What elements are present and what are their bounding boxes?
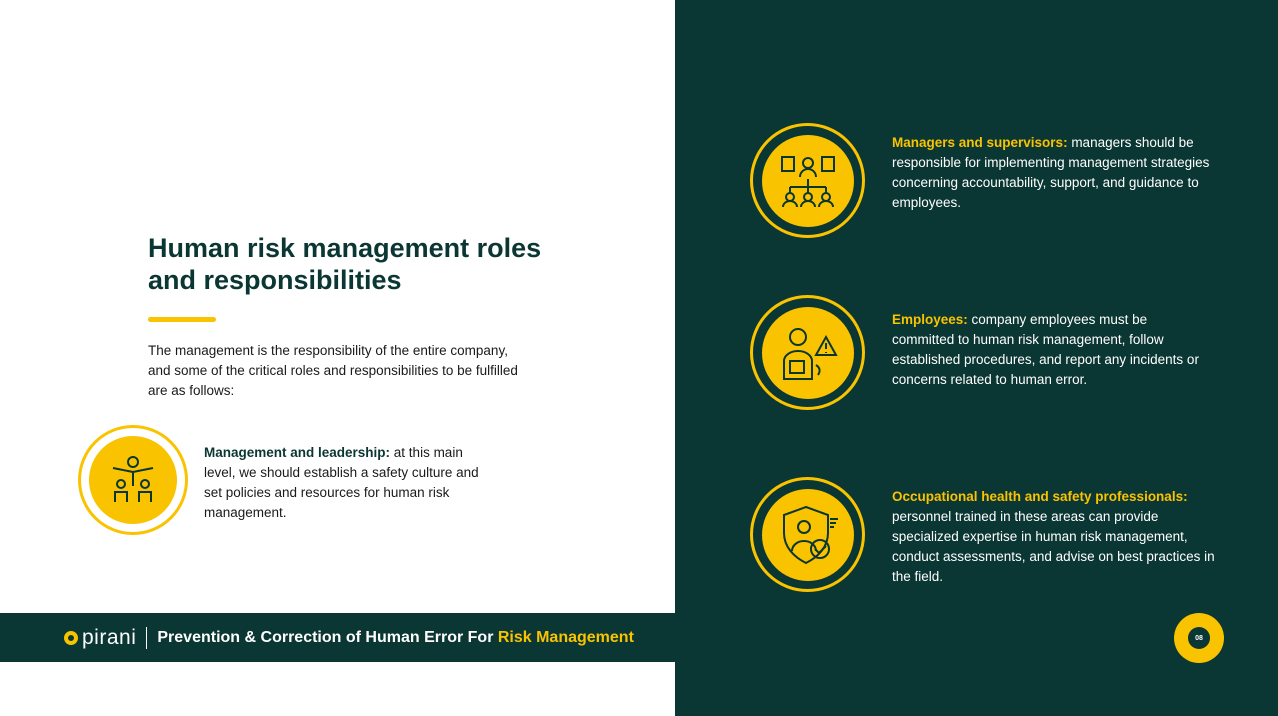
employee-warning-icon — [750, 295, 865, 410]
page-number-badge — [1174, 613, 1224, 663]
leadership-icon — [78, 425, 188, 535]
shield-check-icon — [750, 477, 865, 592]
role-ohs-professionals: Occupational health and safety professionals: personnel trained in these areas can provide specialized expertise in human risk management, conduct assessments, and advise on best practices in the field. — [892, 489, 1215, 584]
footer-bar — [0, 613, 675, 662]
divider — [146, 627, 147, 649]
footer-title: Prevention & Correction of Human Error For Risk Management — [157, 628, 634, 646]
pirani-logo: pirani — [64, 626, 136, 650]
role-managers-supervisors: Managers and supervisors: managers should be responsible for implementing management strategies concerning accountability, support, and guidance to employees. — [892, 135, 1210, 210]
intro-text: The management is the responsibility of the entire company, and some of the critical roles and responsibilities to be fulfilled are as follows: — [148, 343, 518, 398]
role-management-leadership: Management and leadership: at this main level, we should establish a safety culture and set policies and resources for human risk management. — [204, 445, 479, 520]
org-chart-icon — [750, 123, 865, 238]
page-title: Human risk management roles and responsibilities — [148, 233, 542, 295]
role-employees: Employees: company employees must be committed to human risk management, follow established procedures, and report any incidents or concerns related to human error. — [892, 312, 1199, 387]
title-underline — [148, 317, 216, 322]
page-number: 08 — [1188, 627, 1210, 649]
